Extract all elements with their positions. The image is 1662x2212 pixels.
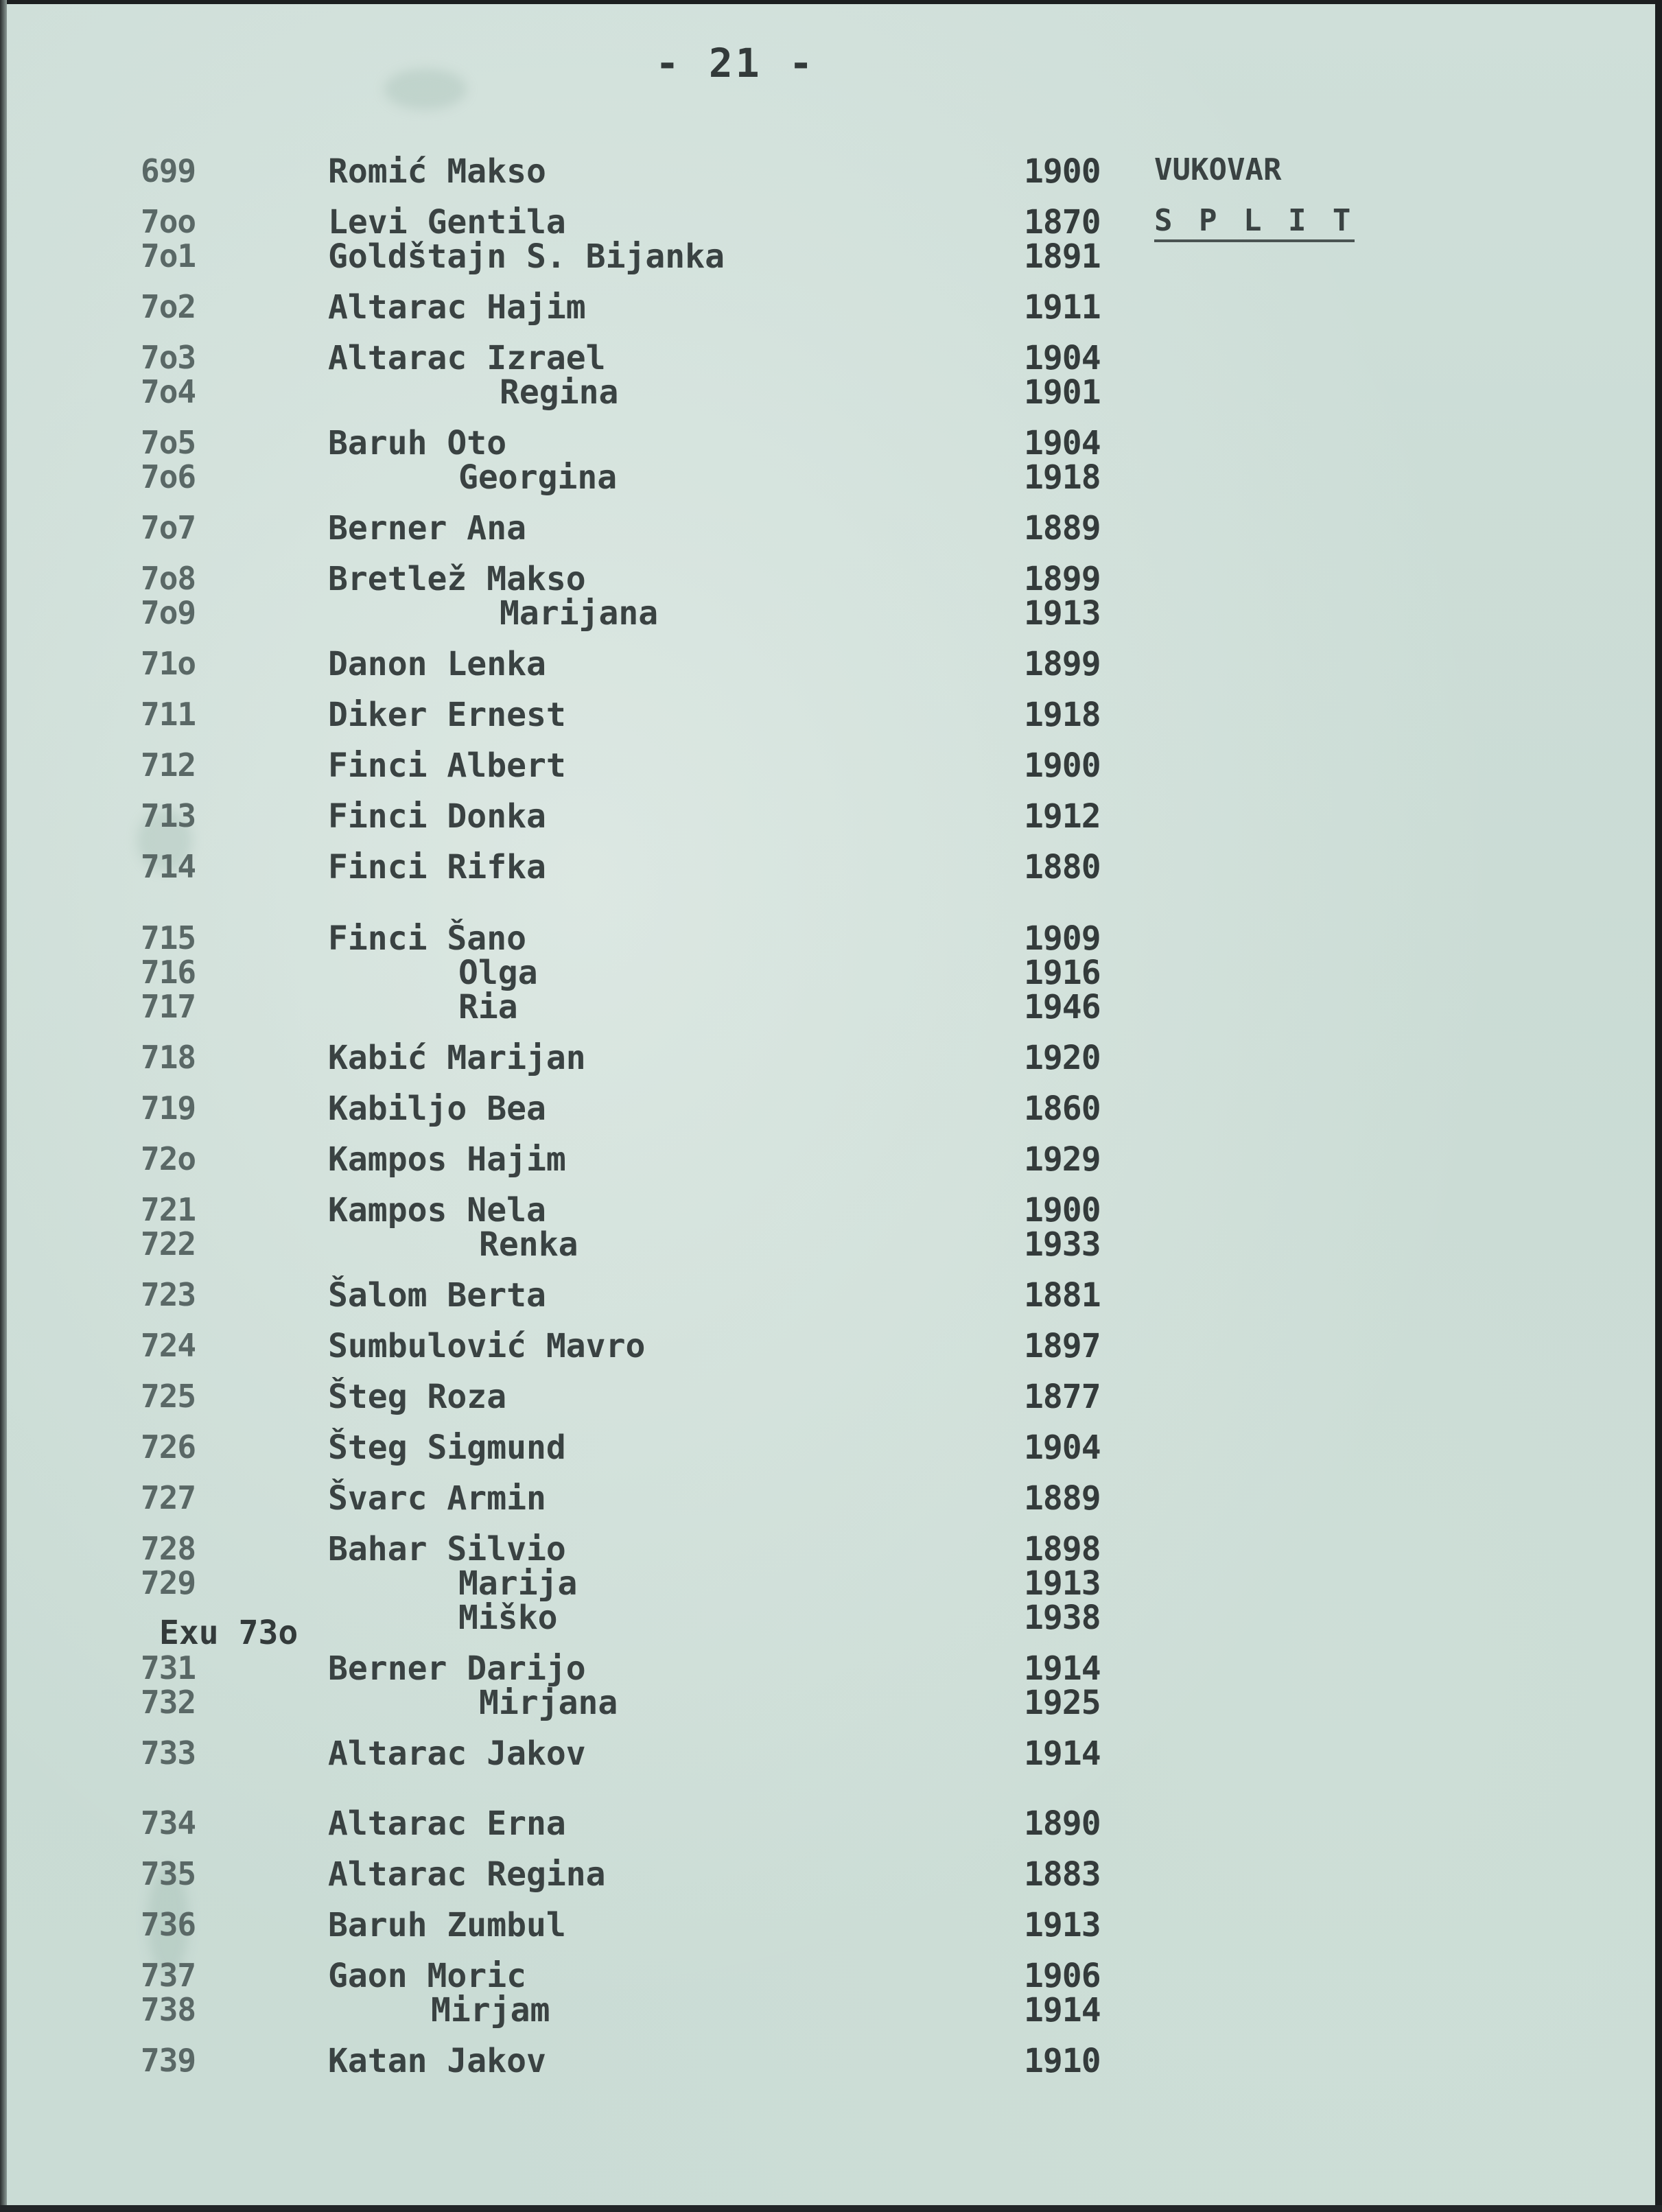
- entry-name: Altarac Izrael: [328, 339, 606, 377]
- entry-number: 722: [141, 1225, 196, 1262]
- entry-number: 719: [141, 1090, 196, 1127]
- entry-number: 712: [141, 746, 196, 784]
- entry-name: Berner Darijo: [328, 1649, 586, 1688]
- entry-number: 71o: [141, 645, 196, 682]
- entry-birth-year: 1897: [1024, 1327, 1101, 1365]
- table-row: [0, 645, 1662, 683]
- entry-birth-year: 1925: [1024, 1684, 1101, 1722]
- table-row: [0, 560, 1662, 598]
- entry-number: 734: [141, 1804, 196, 1842]
- entry-name: Georgina: [458, 458, 618, 497]
- table-row: [0, 152, 1662, 191]
- table-row: [0, 509, 1662, 548]
- entry-number: 723: [141, 1276, 196, 1313]
- table-row: [0, 1564, 1662, 1603]
- entry-name: Olga: [458, 954, 538, 992]
- entry-birth-year: 1889: [1024, 509, 1101, 548]
- entry-birth-year: 1883: [1024, 1855, 1101, 1894]
- table-row: [0, 594, 1662, 633]
- table-row: [0, 1276, 1662, 1315]
- entry-name: Šalom Berta: [328, 1276, 546, 1315]
- table-row: [0, 696, 1662, 734]
- entry-name: Berner Ana: [328, 509, 526, 548]
- entry-number: 727: [141, 1479, 196, 1516]
- entry-name: Bahar Silvio: [328, 1530, 566, 1568]
- entry-name: Šteg Sigmund: [328, 1428, 566, 1467]
- entry-name: Levi Gentila: [328, 203, 566, 242]
- entry-number: 7o6: [141, 458, 196, 495]
- entry-number: 699: [141, 152, 196, 189]
- entry-number: 735: [141, 1855, 196, 1892]
- entry-number: 717: [141, 988, 196, 1025]
- entry-birth-year: 1938: [1024, 1599, 1101, 1637]
- entry-number: 7o9: [141, 594, 196, 631]
- entry-name: Šteg Roza: [328, 1378, 507, 1416]
- entry-number: 711: [141, 696, 196, 733]
- entry-name: Renka: [479, 1225, 578, 1264]
- page-number: - 21 -: [655, 40, 816, 86]
- entry-birth-year: 1916: [1024, 954, 1101, 992]
- entry-birth-year: 1914: [1024, 1649, 1101, 1688]
- table-row: [0, 1090, 1662, 1128]
- table-row: [0, 1649, 1662, 1688]
- entry-name: Goldštajn S. Bijanka: [328, 237, 725, 276]
- table-row: [0, 919, 1662, 958]
- entry-number: 7o1: [141, 237, 196, 274]
- table-row: [0, 458, 1662, 497]
- entry-name: Mirjam: [431, 1991, 550, 2029]
- entry-birth-year: 1880: [1024, 848, 1101, 886]
- entry-birth-year: 1889: [1024, 1479, 1101, 1518]
- entry-name: Regina: [500, 373, 619, 412]
- entry-birth-year: 1911: [1024, 288, 1101, 327]
- entry-name: Altarac Erna: [328, 1804, 566, 1843]
- entry-number: 713: [141, 797, 196, 834]
- table-row: [0, 203, 1662, 242]
- entry-name: Kabiljo Bea: [328, 1090, 546, 1128]
- entry-birth-year: 1913: [1024, 594, 1101, 633]
- table-row: [0, 954, 1662, 992]
- table-row: [0, 1039, 1662, 1077]
- entry-number: 7o8: [141, 560, 196, 597]
- entry-number: 739: [141, 2042, 196, 2079]
- entry-birth-year: 1929: [1024, 1140, 1101, 1179]
- entry-birth-year: 1933: [1024, 1225, 1101, 1264]
- entry-birth-year: 1918: [1024, 458, 1101, 497]
- table-row: [0, 1479, 1662, 1518]
- table-row: [0, 1378, 1662, 1416]
- entry-number: 737: [141, 1957, 196, 1994]
- entry-birth-year: 1914: [1024, 1991, 1101, 2029]
- entry-number: 72o: [141, 1140, 196, 1177]
- table-row: [0, 988, 1662, 1026]
- entry-number: 7oo: [141, 203, 196, 240]
- entry-birth-year: 1870: [1024, 203, 1101, 242]
- entry-birth-year: 1912: [1024, 797, 1101, 836]
- entry-name: Marijana: [500, 594, 659, 633]
- table-row: [0, 1191, 1662, 1229]
- entry-birth-year: 1900: [1024, 152, 1101, 191]
- entry-birth-year: 1909: [1024, 919, 1101, 958]
- entry-name: Švarc Armin: [328, 1479, 546, 1518]
- entry-birth-year: 1920: [1024, 1039, 1101, 1077]
- table-row: [0, 1530, 1662, 1568]
- table-row: [0, 1225, 1662, 1264]
- entry-name: Diker Ernest: [328, 696, 566, 734]
- table-row: [0, 1804, 1662, 1843]
- table-row: [0, 1991, 1662, 2029]
- table-row: [0, 746, 1662, 785]
- table-row: [0, 1957, 1662, 1995]
- entry-birth-year: 1918: [1024, 696, 1101, 734]
- entry-number: 714: [141, 848, 196, 885]
- table-row: [0, 1855, 1662, 1894]
- table-row: [0, 424, 1662, 462]
- entry-name: Ria: [458, 988, 518, 1026]
- entry-number: 724: [141, 1327, 196, 1364]
- entry-number: 721: [141, 1191, 196, 1228]
- entry-number: 732: [141, 1684, 196, 1721]
- entry-number: 731: [141, 1649, 196, 1686]
- table-row: [0, 848, 1662, 886]
- entry-name: Romić Makso: [328, 152, 546, 191]
- entry-name: Finci Donka: [328, 797, 546, 836]
- entry-name: Altarac Hajim: [328, 288, 586, 327]
- entry-name: Altarac Jakov: [328, 1734, 586, 1773]
- entry-birth-year: 1900: [1024, 1191, 1101, 1229]
- entry-name: Baruh Zumbul: [328, 1906, 566, 1944]
- entry-name: Sumbulović Mavro: [328, 1327, 646, 1365]
- table-row: [0, 1906, 1662, 1944]
- table-row: [0, 373, 1662, 412]
- entry-birth-year: 1946: [1024, 988, 1101, 1026]
- entry-number: 7o5: [141, 424, 196, 461]
- entry-name: Baruh Oto: [328, 424, 507, 462]
- table-row: [0, 288, 1662, 327]
- entry-birth-year: 1910: [1024, 2042, 1101, 2080]
- entry-birth-year: 1914: [1024, 1734, 1101, 1773]
- entry-birth-year: 1913: [1024, 1906, 1101, 1944]
- margin-note: Exu 73o: [159, 1614, 299, 1652]
- table-row: [0, 1684, 1662, 1722]
- entry-number: 736: [141, 1906, 196, 1943]
- entry-birth-year: 1904: [1024, 424, 1101, 462]
- entry-number: 725: [141, 1378, 196, 1415]
- entry-name: Finci Albert: [328, 746, 566, 785]
- entry-number: 7o7: [141, 509, 196, 546]
- entry-name: Finci Šano: [328, 919, 526, 958]
- entry-birth-year: 1881: [1024, 1276, 1101, 1315]
- entry-name: Finci Rifka: [328, 848, 546, 886]
- entry-birth-year: 1860: [1024, 1090, 1101, 1128]
- entry-birth-year: 1904: [1024, 1428, 1101, 1467]
- entry-number: 728: [141, 1530, 196, 1567]
- entry-name: Danon Lenka: [328, 645, 546, 683]
- table-row: [0, 237, 1662, 276]
- entry-place: VUKOVAR: [1154, 152, 1282, 187]
- entry-name: Miško: [458, 1599, 558, 1637]
- entry-birth-year: 1900: [1024, 746, 1101, 785]
- entry-name: Katan Jakov: [328, 2042, 546, 2080]
- entry-birth-year: 1906: [1024, 1957, 1101, 1995]
- table-row: [0, 1327, 1662, 1365]
- entry-birth-year: 1891: [1024, 237, 1101, 276]
- table-row: [0, 339, 1662, 377]
- table-row: [0, 1734, 1662, 1773]
- entry-number: 7o2: [141, 288, 196, 325]
- entry-birth-year: 1913: [1024, 1564, 1101, 1603]
- entry-number: 738: [141, 1991, 196, 2028]
- entry-birth-year: 1898: [1024, 1530, 1101, 1568]
- entry-name: Kampos Nela: [328, 1191, 546, 1229]
- entry-number: 715: [141, 919, 196, 956]
- entry-birth-year: 1899: [1024, 560, 1101, 598]
- entry-number: 718: [141, 1039, 196, 1076]
- table-row: [0, 1140, 1662, 1179]
- entry-number: 726: [141, 1428, 196, 1466]
- entry-name: Bretlež Makso: [328, 560, 586, 598]
- entry-number: 7o4: [141, 373, 196, 410]
- entry-birth-year: 1890: [1024, 1804, 1101, 1843]
- entry-number: 7o3: [141, 339, 196, 376]
- entry-name: Kampos Hajim: [328, 1140, 566, 1179]
- entry-number: 729: [141, 1564, 196, 1601]
- table-row: [0, 797, 1662, 836]
- entry-birth-year: 1899: [1024, 645, 1101, 683]
- table-row: [0, 1428, 1662, 1467]
- entry-name: Altarac Regina: [328, 1855, 606, 1894]
- entry-place: S P L I T: [1154, 203, 1355, 242]
- entry-birth-year: 1904: [1024, 339, 1101, 377]
- entry-name: Marija: [458, 1564, 578, 1603]
- entry-name: Mirjana: [479, 1684, 618, 1722]
- entry-birth-year: 1877: [1024, 1378, 1101, 1416]
- table-row: [0, 2042, 1662, 2080]
- entry-birth-year: 1901: [1024, 373, 1101, 412]
- entry-number: 716: [141, 954, 196, 991]
- entry-name: Kabić Marijan: [328, 1039, 586, 1077]
- entry-number: 733: [141, 1734, 196, 1772]
- entry-name: Gaon Moric: [328, 1957, 526, 1995]
